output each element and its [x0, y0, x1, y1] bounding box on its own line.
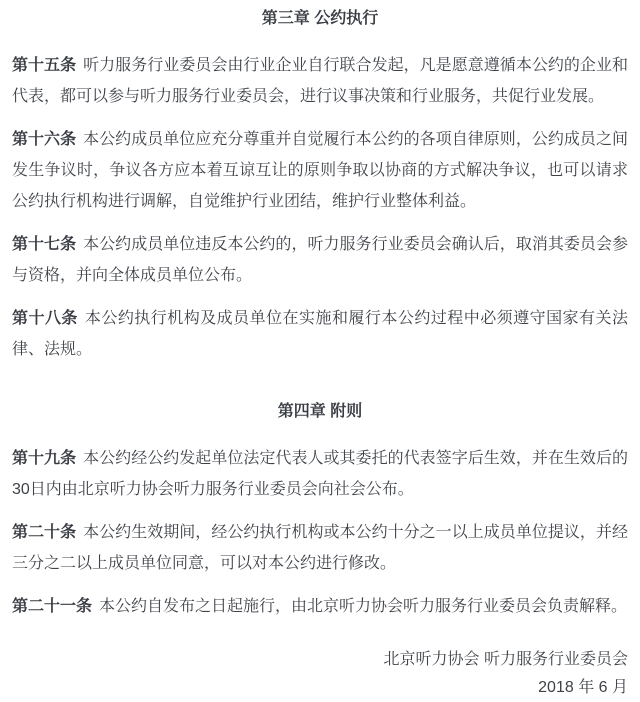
signature-date: 2018 年 6 月	[538, 679, 628, 696]
article-17	[12, 229, 628, 291]
article-18-text: 本公约执行机构及成员单位在实施和履行本公约过程中必须遵守国家有关法律、法规。	[12, 310, 628, 358]
article-19-number: 第十九条	[12, 450, 77, 467]
chapter-4-heading: 第四章 附则	[277, 403, 363, 420]
article-15-number: 第十五条	[12, 57, 77, 74]
article-19	[12, 443, 628, 505]
article-16-text: 本公约成员单位应充分尊重并自觉履行本公约的各项自律原则，公约成员之间发生争议时，争议各方应本着互谅互让的原则争取以协商的方式解决争议，也可以请求公约执行机构进行调解，自觉维护行业团结，维护行业整体利益。	[12, 131, 628, 210]
article-21-number: 第二十一条	[12, 598, 93, 615]
article-18-number: 第十八条	[12, 310, 78, 327]
article-16	[12, 124, 628, 217]
chapter-3-heading: 第三章 公约执行	[261, 10, 379, 27]
article-19-text: 本公约经公约发起单位法定代表人或其委托的代表签字后生效，并在生效后的30日内由北京听力协会听力服务行业委员会向社会公布。	[12, 450, 628, 498]
article-17-number: 第十七条	[12, 236, 77, 253]
article-18	[12, 303, 628, 365]
signature-organization: 北京听力协会 听力服务行业委员会	[383, 651, 628, 668]
article-21-text: 本公约自发布之日起施行，由北京听力协会听力服务行业委员会负责解释。	[99, 598, 628, 615]
article-20-number: 第二十条	[12, 524, 77, 541]
article-15-text: 听力服务行业委员会由行业企业自行联合发起，凡是愿意遵循本公约的企业和代表，都可以参与听力服务行业委员会，进行议事决策和行业服务，共促行业发展。	[12, 57, 628, 105]
article-16-number: 第十六条	[12, 131, 77, 148]
signature-block	[12, 646, 628, 702]
article-21	[12, 591, 628, 622]
article-17-text: 本公约成员单位违反本公约的，听力服务行业委员会确认后，取消其委员会参与资格，并向全体成员单位公布。	[12, 236, 628, 284]
article-20-text: 本公约生效期间，经公约执行机构或本公约十分之一以上成员单位提议，并经三分之二以上成员单位同意，可以对本公约进行修改。	[12, 524, 628, 572]
article-20	[12, 517, 628, 579]
article-15	[12, 50, 628, 112]
